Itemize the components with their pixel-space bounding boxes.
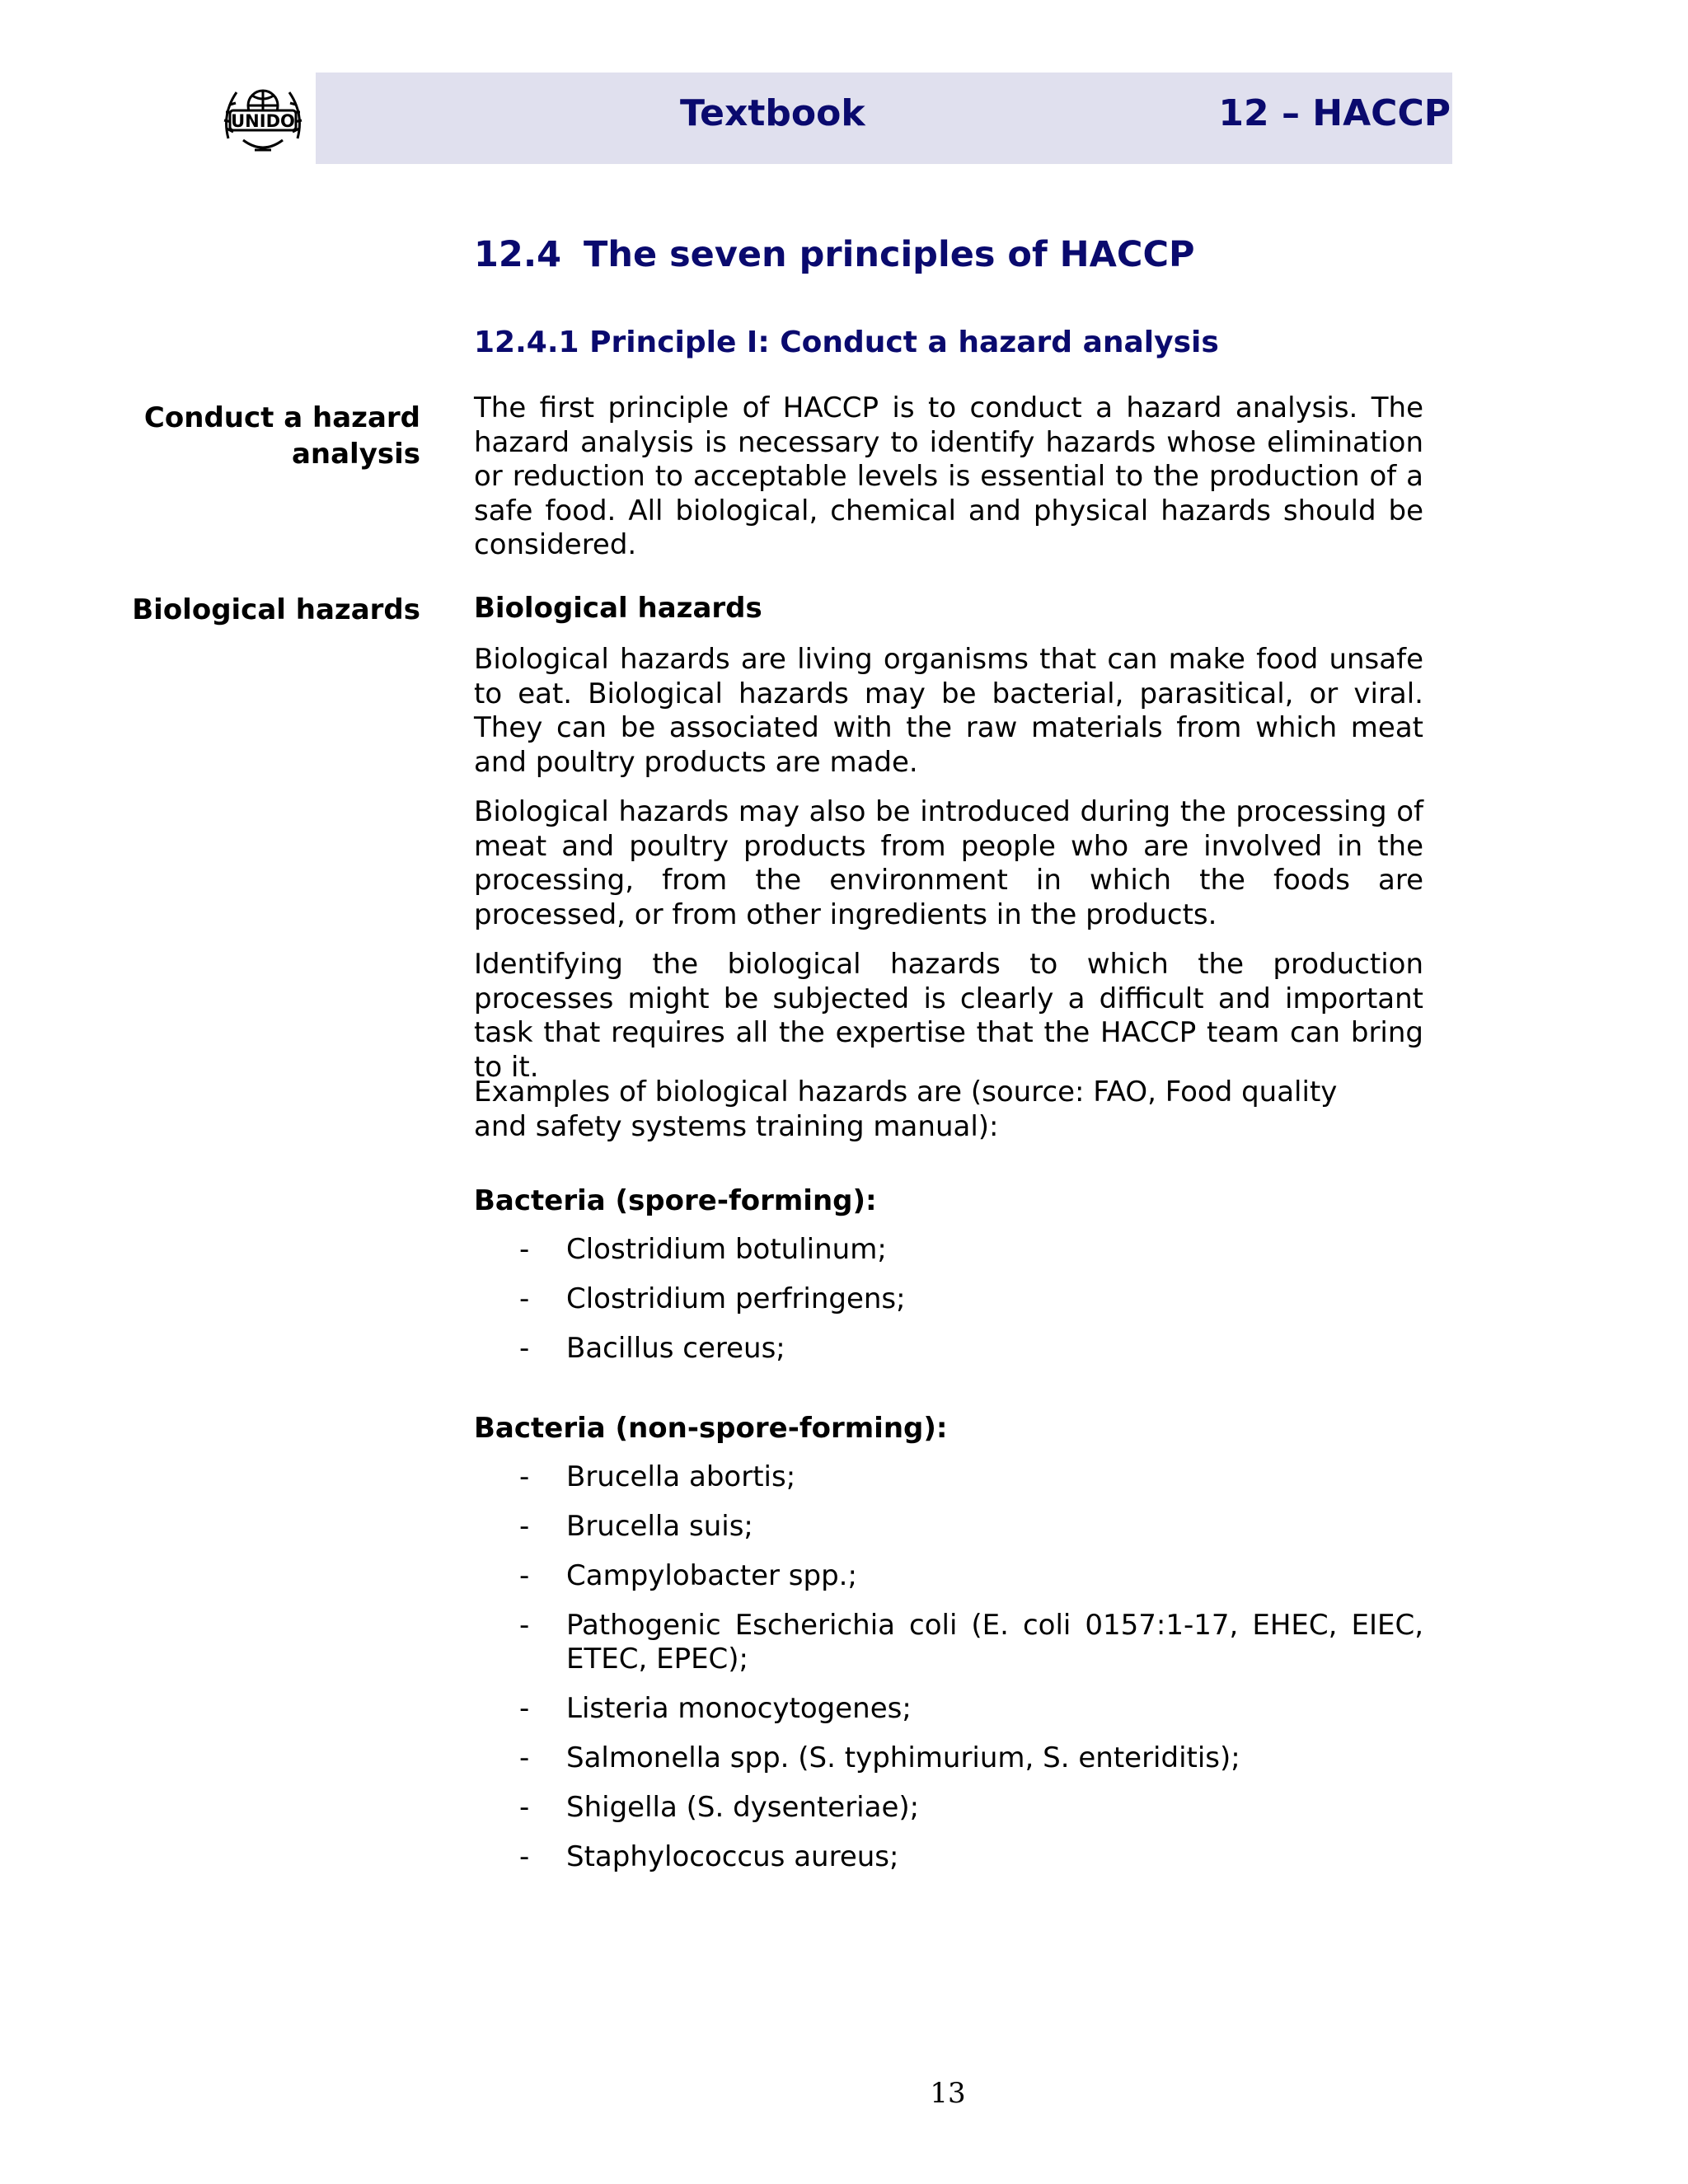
list-dash: - xyxy=(519,1233,530,1266)
list-item-text: Shigella (S. dysenteriae); xyxy=(566,1791,920,1824)
spore-forming-heading: Bacteria (spore-forming): xyxy=(474,1184,877,1217)
list-dash: - xyxy=(519,1840,530,1873)
list-item-text: Brucella abortis; xyxy=(566,1460,796,1493)
list-item-text: Campylobacter spp.; xyxy=(566,1559,857,1592)
non-spore-forming-list xyxy=(474,1460,1423,1890)
list-dash: - xyxy=(519,1510,530,1543)
list-dash: - xyxy=(519,1692,530,1725)
list-item xyxy=(474,1559,1423,1593)
list-item-text: Bacillus cereus; xyxy=(566,1332,785,1365)
list-item xyxy=(474,1609,1423,1676)
list-dash: - xyxy=(519,1741,530,1774)
list-item-text: Brucella suis; xyxy=(566,1510,753,1543)
list-item-text: Clostridium perfringens; xyxy=(566,1282,906,1315)
logo-text: UNIDO xyxy=(231,111,295,131)
margin-note-hazard-analysis: Conduct a hazard analysis xyxy=(143,401,420,471)
list-dash: - xyxy=(519,1332,530,1365)
list-item xyxy=(474,1233,1423,1267)
list-item-text: Staphylococcus aureus; xyxy=(566,1840,899,1873)
section-title: The seven principles of HACCP xyxy=(584,234,1195,275)
biological-paragraph-1: Biological hazards are living organisms that can make food unsafe to eat. Biological hazards may be bacterial, parasitical, or viral. They can be associated with the raw materials from which meat and poultry products are made. xyxy=(474,643,1423,779)
list-item xyxy=(474,1692,1423,1726)
biological-hazards-heading: Biological hazards xyxy=(474,592,762,625)
list-dash: - xyxy=(519,1559,530,1592)
list-item xyxy=(474,1840,1423,1874)
spore-forming-list xyxy=(474,1233,1423,1381)
list-item xyxy=(474,1332,1423,1366)
list-item xyxy=(474,1510,1423,1544)
list-item-text: Salmonella spp. (S. typhimurium, S. enteriditis); xyxy=(566,1741,1240,1774)
non-spore-forming-heading: Bacteria (non-spore-forming): xyxy=(474,1412,948,1445)
section-heading xyxy=(474,234,1195,275)
subsection-heading: 12.4.1 Principle I: Conduct a hazard analysis xyxy=(474,326,1219,359)
list-item xyxy=(474,1791,1423,1825)
biological-paragraph-4: Examples of biological hazards are (source: FAO, Food quality and safety systems training manual): xyxy=(474,1076,1338,1143)
list-dash: - xyxy=(519,1791,530,1824)
list-item-text: Clostridium botulinum; xyxy=(566,1233,887,1266)
list-item-text: Pathogenic Escherichia coli (E. coli 0157:1-17, EHEC, EIEC, ETEC, EPEC); xyxy=(566,1609,1423,1675)
list-dash: - xyxy=(519,1282,530,1315)
header-title: Textbook xyxy=(680,92,865,134)
intro-paragraph: The first principle of HACCP is to conduct a hazard analysis. The hazard analysis is necessary to identify hazards whose elimination or reduction to acceptable levels is essential to the production of a safe food. All biological, chemical and physical hazards should be considered. xyxy=(474,391,1423,561)
list-item-text: Listeria monocytogenes; xyxy=(566,1692,912,1725)
list-item xyxy=(474,1282,1423,1316)
biological-paragraph-2: Biological hazards may also be introduced during the processing of meat and poultry products from people who are involved in the processing, from the environment in which the foods are processed, or from other ingredients in the products. xyxy=(474,795,1423,931)
unido-logo xyxy=(218,81,307,157)
list-dash: - xyxy=(519,1460,530,1493)
list-item xyxy=(474,1460,1423,1494)
header-chapter: 12 – HACCP xyxy=(1218,92,1451,134)
section-number: 12.4 xyxy=(474,234,562,275)
margin-note-biological-hazards: Biological hazards xyxy=(132,593,420,626)
list-item xyxy=(474,1741,1423,1775)
page-number: 13 xyxy=(930,2077,966,2110)
biological-paragraph-3: Identifying the biological hazards to which the production processes might be subjected is clearly a difficult and important task that requires all the expertise that the HACCP team can bring to it. xyxy=(474,948,1423,1084)
list-dash: - xyxy=(519,1609,530,1642)
